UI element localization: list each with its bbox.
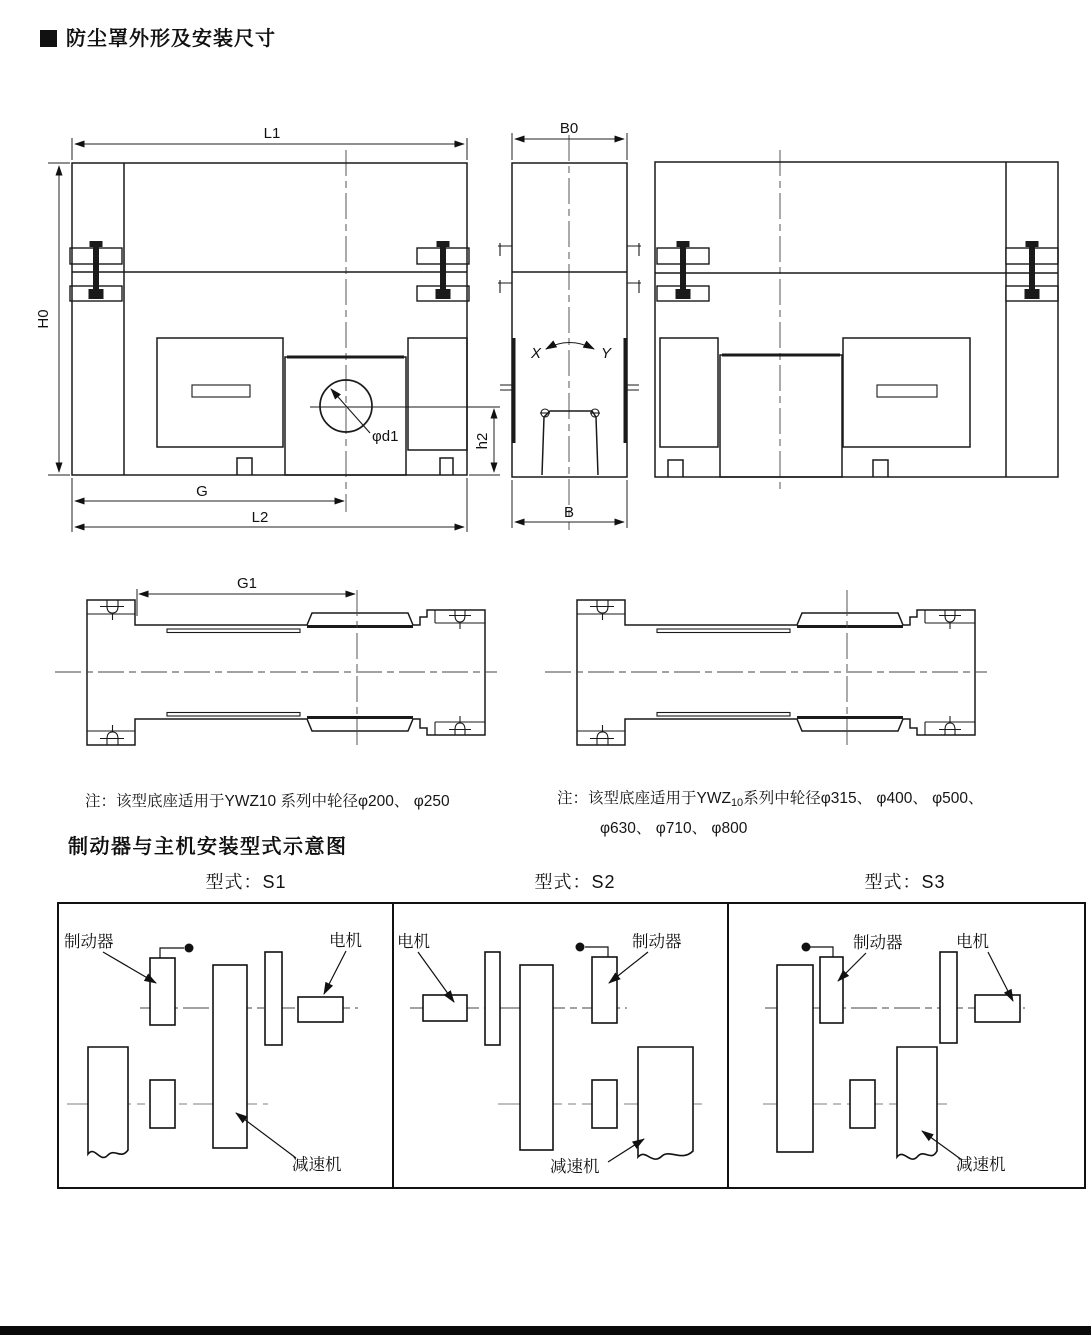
motor-symbol bbox=[423, 995, 467, 1021]
note-right bbox=[557, 786, 984, 841]
brake-wheel-symbol bbox=[520, 965, 553, 1150]
motor-label: 电机 bbox=[397, 933, 430, 951]
dim-h2: h2 bbox=[474, 432, 491, 450]
reducer-label: 减速机 bbox=[292, 1156, 342, 1174]
brake-wheel-symbol bbox=[213, 965, 247, 1148]
mirrored-front-view bbox=[655, 150, 1058, 490]
note-left: 注：该型底座适用于YWZ10 系列中轮径φ200、 φ250 bbox=[85, 793, 450, 810]
axis-x-label: X bbox=[530, 345, 542, 362]
brake-lever-ball bbox=[802, 943, 811, 952]
axis-y-label: Y bbox=[600, 345, 612, 362]
page-bottom-edge bbox=[0, 1326, 1091, 1335]
panel-s3 bbox=[763, 932, 1025, 1174]
brake-symbol bbox=[820, 957, 843, 1023]
shaft-break-symbol bbox=[88, 1047, 128, 1157]
coupling-symbol bbox=[265, 952, 282, 1045]
shaft-break-symbol bbox=[897, 1047, 937, 1159]
note-right-line2: φ630、 φ710、 φ800 bbox=[600, 820, 748, 837]
brake-label: 制动器 bbox=[632, 933, 682, 951]
shaft-break-symbol bbox=[638, 1047, 693, 1159]
dim-H0: H0 bbox=[35, 309, 52, 329]
motor-symbol bbox=[975, 995, 1020, 1022]
motor-label: 电机 bbox=[329, 932, 362, 950]
brake-symbol bbox=[150, 958, 175, 1025]
section-title: 制动器与主机安装型式示意图 bbox=[68, 836, 348, 858]
dim-G1: G1 bbox=[236, 575, 258, 592]
brake-lever-ball bbox=[576, 943, 585, 952]
dim-B0: B0 bbox=[559, 120, 579, 137]
note-right-line1: 注：该型底座适用于$YWZ_{10}$系列中轮径φ315、 φ400、 φ500、 bbox=[557, 790, 984, 809]
coupling-symbol bbox=[485, 952, 500, 1045]
coupling-symbol bbox=[940, 952, 957, 1043]
front-view bbox=[35, 125, 500, 532]
side-view bbox=[498, 120, 641, 530]
plan-view-left bbox=[55, 575, 497, 748]
motor-label: 电机 bbox=[956, 933, 989, 951]
installation-panels bbox=[0, 900, 1091, 1192]
dim-G: G bbox=[196, 483, 208, 500]
dim-L1: L1 bbox=[263, 125, 281, 142]
brake-label: 制动器 bbox=[64, 933, 114, 951]
reducer-label: 减速机 bbox=[550, 1158, 600, 1176]
brake-wheel-symbol bbox=[777, 965, 813, 1152]
brake-lever-ball bbox=[185, 944, 194, 953]
brake-symbol bbox=[592, 957, 617, 1023]
reducer-label: 减速机 bbox=[956, 1156, 1006, 1174]
motor-symbol bbox=[298, 997, 343, 1022]
panel-s2 bbox=[397, 932, 703, 1176]
dim-B: B bbox=[563, 504, 575, 521]
panel-header-s1: 型式：S1 bbox=[205, 872, 287, 892]
plan-view-right bbox=[545, 590, 987, 748]
dim-phi-d1: φd1 bbox=[372, 428, 399, 445]
panel-header-s3: 型式：S3 bbox=[864, 872, 946, 892]
brake-label: 制动器 bbox=[853, 934, 903, 952]
panel-s1 bbox=[64, 931, 363, 1174]
dim-L2: L2 bbox=[251, 509, 269, 526]
page-title-text: 防尘罩外形及安装尺寸 bbox=[66, 28, 276, 50]
panel-header-s2: 型式：S2 bbox=[534, 872, 616, 892]
